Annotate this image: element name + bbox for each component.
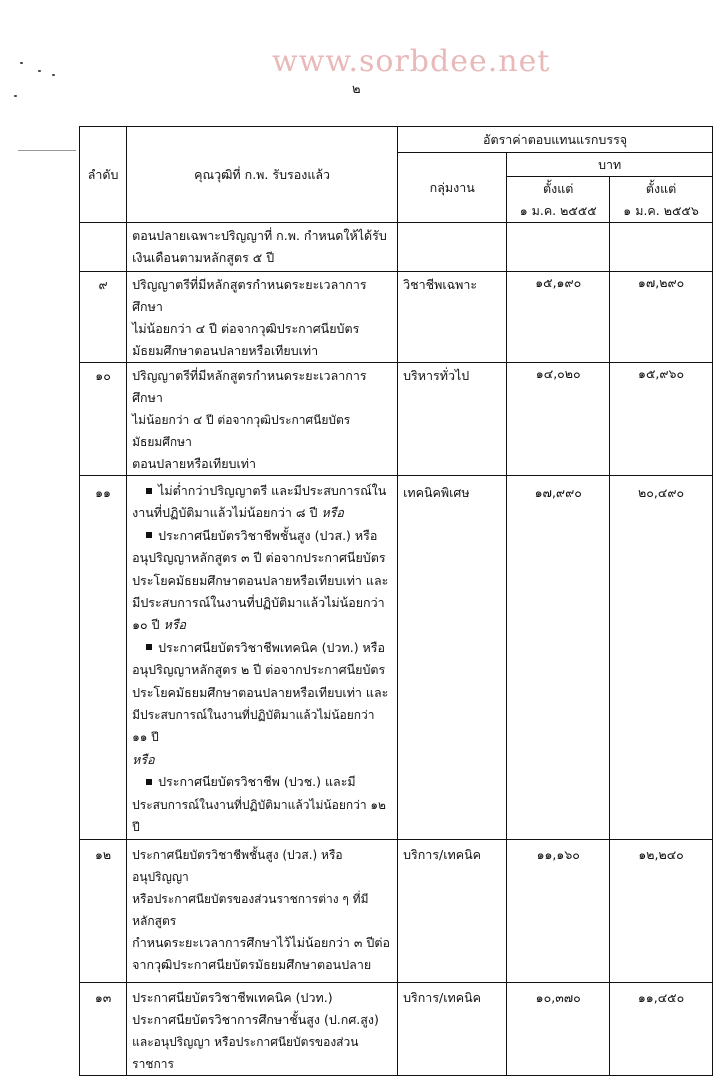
bullet-icon: [146, 488, 152, 494]
row-rate-2556: ๑๑,๔๕๐: [610, 982, 713, 1075]
row-group: วิชาชีพเฉพาะ: [398, 272, 507, 363]
qual-line: ประโยคมัธยมศึกษาตอนปลายหรือเทียบเท่า และ: [132, 572, 389, 588]
row-qualification: [127, 476, 398, 840]
header-qualification: คุณวุฒิที่ ก.พ. รับรองแล้ว: [127, 127, 398, 223]
scan-speck: [52, 74, 55, 76]
qual-line: ๑๐ ปี หรือ: [132, 617, 187, 633]
row-rate-2556: ๑๕,๙๖๐: [610, 363, 713, 476]
table-row: [80, 272, 713, 363]
row-qualification: [127, 363, 398, 476]
page-number: ๒: [352, 82, 361, 97]
qual-line: ตอนปลายเฉพาะปริญญาที่ ก.พ. กำหนดให้ได้รับ: [132, 228, 387, 243]
qual-line: มีประสบการณ์ในงานที่ปฏิบัติมาแล้วไม่น้อยกว่า: [132, 595, 385, 611]
qual-line: ปริญญาตรีที่มีหลักสูตรกำหนดระยะเวลาการศึกษา: [132, 368, 367, 405]
qual-line: ประกาศนียบัตรวิชาการศึกษาชั้นสูง (ป.กศ.สูง): [132, 1011, 379, 1027]
row-no: ๙: [80, 272, 127, 363]
table-row: [80, 363, 713, 476]
row-qualification: [127, 839, 398, 982]
header-rate: อัตราค่าตอบแทนแรกบรรจุ: [398, 127, 713, 153]
qual-line: หรือ: [132, 751, 155, 767]
row-qualification: [127, 272, 398, 363]
row-rate-2555: ๑๕,๑๙๐: [507, 272, 610, 363]
row-group: เทคนิคพิเศษ: [398, 476, 507, 840]
qual-line: หรือประกาศนียบัตรของส่วนราชการต่าง ๆ ที่มีหลักสูตร: [132, 891, 369, 928]
qual-line: ประสบการณ์ในงานที่ปฏิบัติมาแล้วไม่น้อยกว่า ๑๒ ปี: [132, 797, 386, 835]
row-rate-2555: ๑๗,๙๙๐: [507, 476, 610, 840]
table-row: [80, 476, 713, 840]
qual-line: และอนุปริญญา หรือประกาศนียบัตรของส่วนราชการ: [132, 1034, 359, 1071]
header-from-label: ตั้งแต่: [543, 180, 574, 196]
row-rate-2555: ๑๑,๑๖๐: [507, 839, 610, 982]
row-group: บริการ/เทคนิค: [398, 982, 507, 1075]
scan-speck: [20, 62, 23, 64]
header-from-2556: [610, 177, 713, 223]
header-baht: บาท: [507, 153, 713, 177]
qual-bullet-item: ประกาศนียบัตรวิชาชีพชั้นสูง (ปวส.) หรือ: [132, 525, 392, 547]
qual-line: อนุปริญญาหลักสูตร ๓ ปี ต่อจากประกาศนียบัตร: [132, 550, 386, 566]
row-no: ๑๑: [80, 476, 127, 840]
qual-bullet-item: ประกาศนียบัตรวิชาชีพเทคนิค (ปวท.) หรือ: [132, 637, 392, 659]
row-rate-2555: ๑๔,๐๒๐: [507, 363, 610, 476]
qual-line: กำหนดระยะเวลาการศึกษาไว้ไม่น้อยกว่า ๓ ปีต่อ: [132, 934, 390, 950]
qual-line: มัธยมศึกษาตอนปลายหรือเทียบเท่า: [132, 343, 319, 358]
bullet-icon: [146, 779, 152, 785]
qual-line: งานที่ปฏิบัติมาแล้วไม่น้อยกว่า ๘ ปี หรือ: [132, 505, 344, 521]
scan-speck: [14, 95, 17, 97]
header-from-2555: [507, 177, 610, 223]
table-row: [80, 839, 713, 982]
scan-mark: [18, 150, 76, 151]
row-group: บริหารทั่วไป: [398, 363, 507, 476]
row-no: ๑๓: [80, 982, 127, 1075]
header-date-2556: ๑ ม.ค. ๒๕๕๖: [623, 202, 699, 218]
header-from-label: ตั้งแต่: [645, 180, 677, 196]
qual-line: มีประสบการณ์ในงานที่ปฏิบัติมาแล้วไม่น้อยกว่า ๑๑ ปี: [132, 708, 375, 745]
qual-line: ประโยคมัธยมศึกษาตอนปลายหรือเทียบเท่า และ: [132, 684, 389, 700]
row-qualification: [127, 223, 398, 272]
watermark: www.sorbdee.net: [272, 44, 551, 79]
qual-line: ประกาศนียบัตรวิชาชีพเทคนิค (ปวท.): [132, 989, 333, 1005]
header-date-2555: ๑ ม.ค. ๒๕๕๕: [519, 202, 597, 218]
qual-bullet-item: ประกาศนียบัตรวิชาชีพ (ปวช.) และมี: [132, 771, 392, 793]
qual-line: ตอนปลายหรือเทียบเท่า: [132, 456, 256, 471]
scan-speck: [38, 70, 41, 72]
rate-table: [79, 126, 713, 1076]
table-row: [80, 223, 713, 272]
row-no: ๑๐: [80, 363, 127, 476]
header-group: กลุ่มงาน: [398, 153, 507, 223]
qual-line: ปริญญาตรีที่มีหลักสูตรกำหนดระยะเวลาการศึกษา: [132, 277, 367, 314]
row-no: [80, 223, 127, 272]
qual-bullet-item: ไม่ต่ำกว่าปริญญาตรี และมีประสบการณ์ใน: [132, 480, 392, 502]
qual-line: อนุปริญญาหลักสูตร ๒ ปี ต่อจากประกาศนียบัตร: [132, 662, 386, 678]
row-rate-2556: ๑๒,๒๔๐: [610, 839, 713, 982]
row-rate-2555: ๑๐,๓๗๐: [507, 982, 610, 1075]
row-rate-2556: ๒๐,๔๙๐: [610, 476, 713, 840]
qual-line: เงินเดือนตามหลักสูตร ๕ ปี: [132, 250, 275, 265]
qual-line: ไม่น้อยกว่า ๔ ปี ต่อจากวุฒิประกาศนียบัตร: [132, 321, 360, 336]
row-group: บริการ/เทคนิค: [398, 839, 507, 982]
bullet-icon: [146, 644, 152, 650]
row-rate-2556: [610, 223, 713, 272]
row-rate-2555: [507, 223, 610, 272]
qual-line: ไม่น้อยกว่า ๔ ปี ต่อจากวุฒิประกาศนียบัตรมัธยมศึกษา: [132, 413, 351, 449]
header-no: ลำดับ: [80, 127, 127, 223]
row-rate-2556: ๑๗,๒๙๐: [610, 272, 713, 363]
qual-line: ประกาศนียบัตรวิชาชีพชั้นสูง (ปวส.) หรืออนุปริญญา: [132, 847, 343, 884]
row-group: [398, 223, 507, 272]
row-no: ๑๒: [80, 839, 127, 982]
qual-line: จากวุฒิประกาศนียบัตรมัธยมศึกษาตอนปลาย: [132, 956, 372, 972]
bullet-icon: [146, 532, 152, 538]
